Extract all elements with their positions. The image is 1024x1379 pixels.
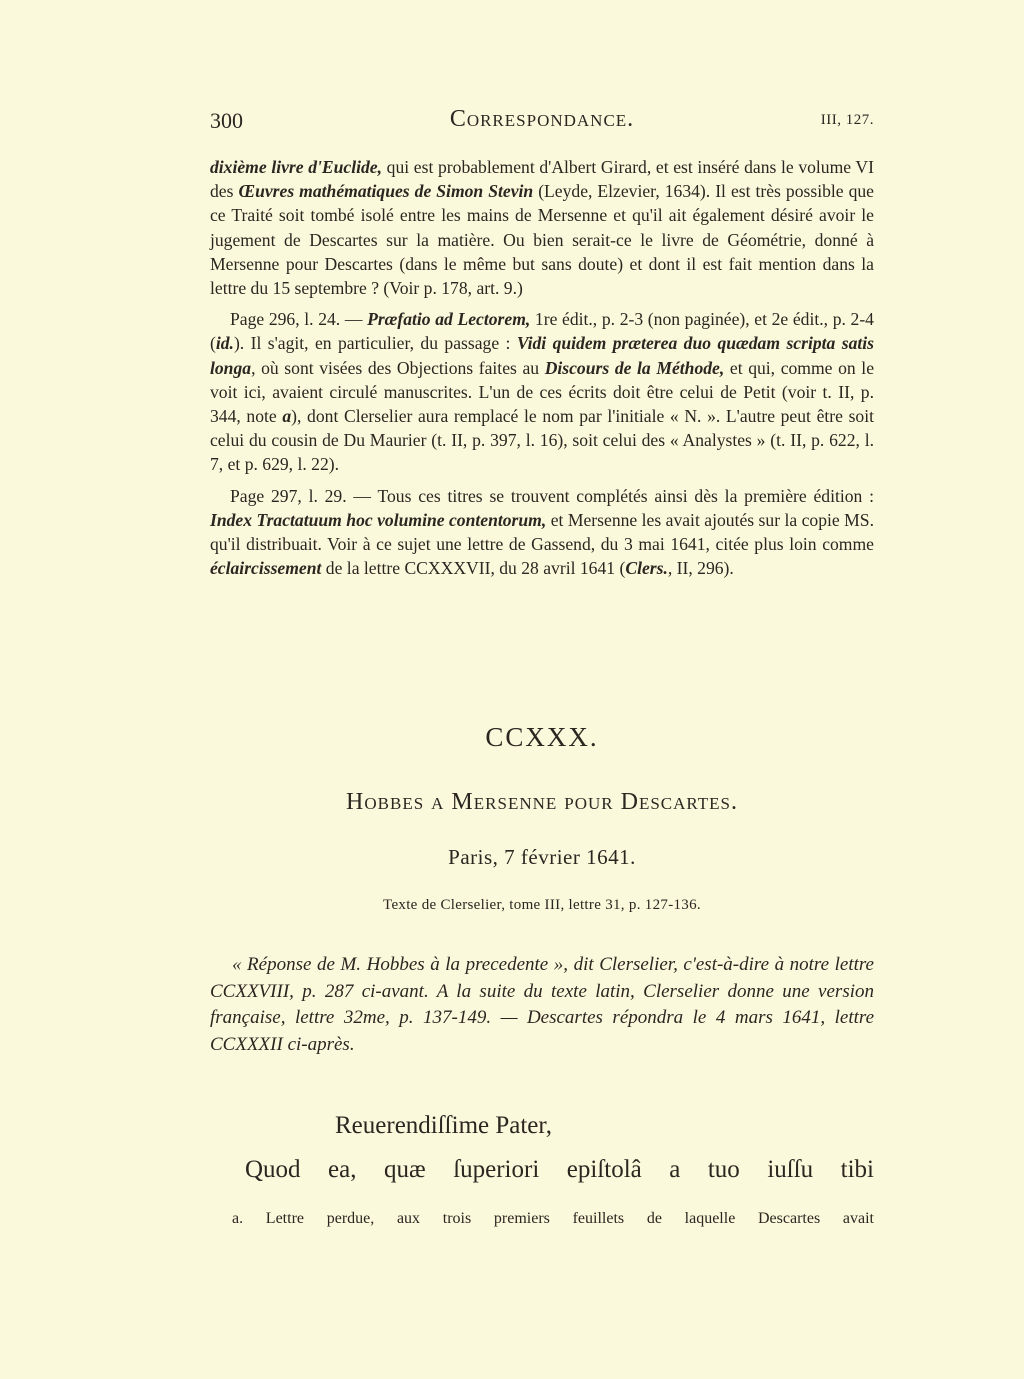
- note-text: Index Tractatuum hoc volumine contentorum,: [210, 509, 547, 530]
- letter-title: Hobbes a Mersenne pour Descartes.: [346, 789, 738, 815]
- running-head: [210, 108, 874, 138]
- letter-introduction: « Réponse de M. Hobbes à la precedente », dit Clerselier, c'est-à-dire à notre lettre CCXXVIII, p. 287 ci-avant. A la suite du texte latin, Clerselier donne une version française, lettre 32me, p. 137-149. — Descartes répondra le 4 mars 1641, lettre CCXXXII ci-après.: [210, 954, 874, 1055]
- notes-section: [210, 155, 874, 587]
- note-text: qui est probablement d'Albert Girard, et est inséré dans le volume VI des: [210, 157, 874, 202]
- note-text: (Leyde, Elzevier, 1634). Il est très possible que ce Traité soit tombé isolé entre les mains de Mersenne et qu'il ait également désiré avoir le jugement de Descartes sur la matière. Ou bien serait-ce le livre de Géométrie, donné à Mersenne pour Descartes (dans le même but sans doute) et dont il est fait mention dans la lettre du 15 septembre ? (Voir p. 178, art. 9.): [210, 181, 874, 299]
- letter-number: CCXXX.: [485, 722, 599, 752]
- footnote: a. Lettre perdue, aux trois premiers feuillets de laquelle Descartes avait: [232, 1210, 874, 1227]
- note-text: , où sont visées des Objections faites au: [251, 357, 545, 378]
- letter-first-line: Quod ea, quæ ſuperiori epiſtolâ a tuo iuſſu tibi: [245, 1156, 874, 1183]
- note-text: Page 296, l. 24. —: [230, 309, 368, 330]
- volume-reference: III, 127.: [820, 112, 874, 128]
- note-text: ). Il s'agit, en particulier, du passage :: [233, 333, 517, 354]
- page: [210, 0, 874, 1379]
- note-text: Præfatio ad Lectorem,: [367, 309, 531, 330]
- letter-source: Texte de Clerselier, tome III, lettre 31, p. 127-136.: [383, 897, 701, 913]
- note-text: et Mersenne les avait ajoutés sur la copie MS. qu'il distribuait. Voir à ce sujet une lettre de Gassend, du 3 mai 1641, citée plus loin comme: [210, 509, 874, 555]
- note-text: Page 297, l. 29. — Tous ces titres se trouvent complétés ainsi dès la première édition :: [230, 485, 874, 506]
- note-text: Vidi quidem præterea duo quædam scripta satis longa: [210, 333, 874, 378]
- note-text: Œuvres mathématiques de Simon Stevin: [238, 181, 534, 202]
- page-number: 300: [210, 108, 243, 133]
- running-title: Correspondance.: [449, 106, 635, 132]
- letter-date: Paris, 7 février 1641.: [448, 845, 636, 869]
- note-text: a: [282, 406, 292, 427]
- note-paragraph-page-297: [210, 484, 874, 581]
- note-paragraph-page-296: [210, 307, 874, 476]
- note-text: 1re édit., p. 2-3 (non paginée), et 2e édit., p. 2-4 (: [210, 309, 874, 354]
- letter-salutation: Reuerendiſſime Pater,: [335, 1112, 552, 1139]
- note-text: éclaircissement: [210, 558, 322, 579]
- note-text: dixième livre d'Euclide,: [210, 157, 383, 177]
- note-text: et qui, comme on le voit ici, avaient circulé manuscrites. L'un de ces écrits doit être celui de Petit (voir t. II, p. 344, note: [210, 357, 875, 427]
- note-text: de la lettre CCXXXVII, du 28 avril 1641 (: [321, 558, 626, 579]
- note-paragraph-euclide: [210, 155, 874, 300]
- note-text: ), dont Clerselier aura remplacé le nom par l'initiale « N. ». L'autre peut être soit celui du cousin de Du Maurier (t. II, p. 397, l. 16), soit celui des « Analystes » (t. II, p. 622, l. 7, et p. 629, l. 22).: [210, 406, 874, 475]
- note-text: , II, 296).: [667, 558, 734, 579]
- note-text: Discours de la Méthode,: [544, 357, 725, 378]
- note-text: id.: [215, 333, 234, 354]
- note-text: Clers.: [625, 558, 668, 579]
